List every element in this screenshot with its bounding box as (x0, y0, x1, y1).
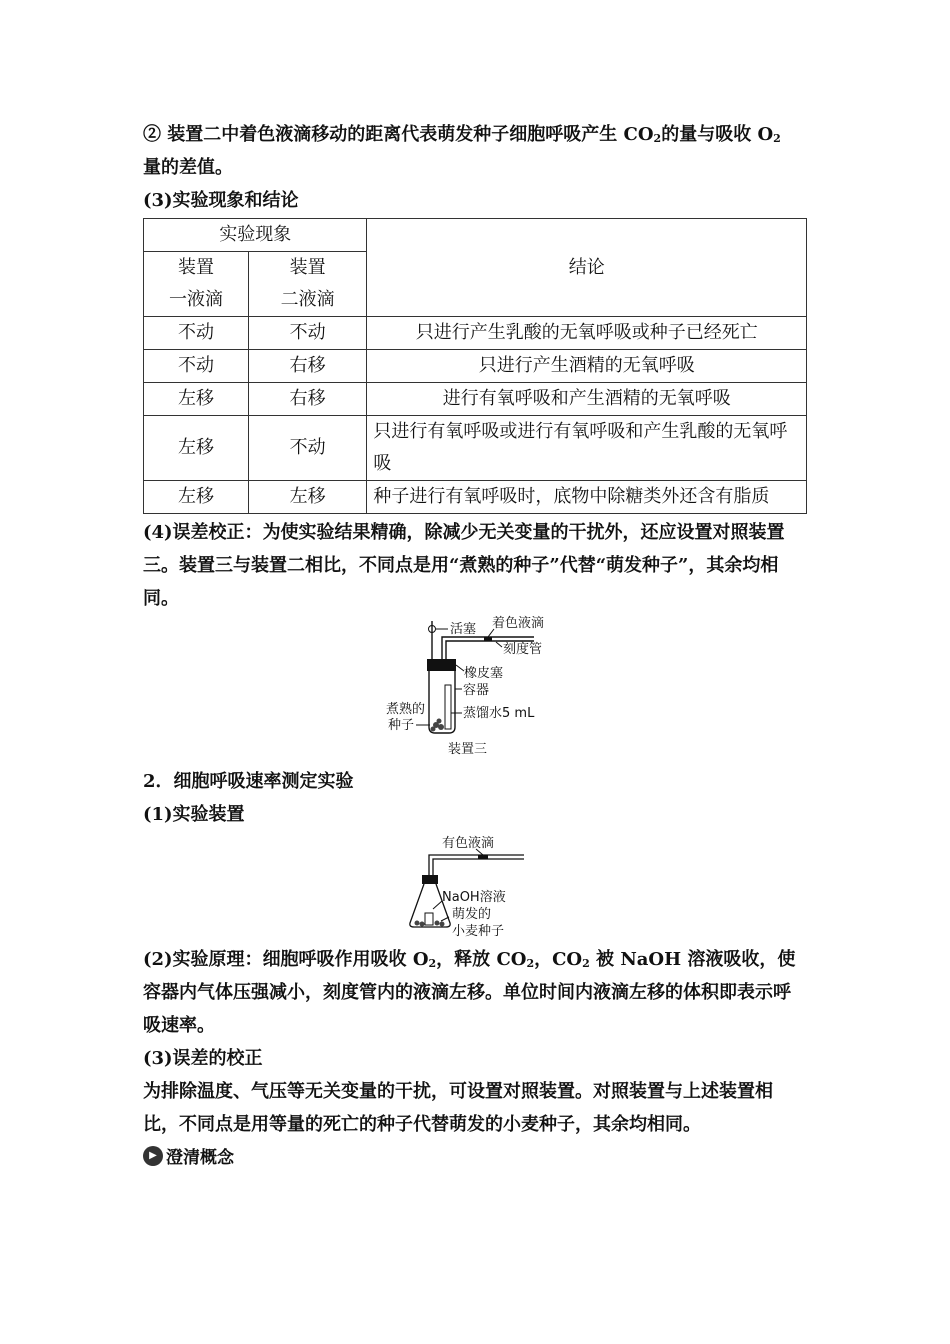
results-table (143, 218, 807, 514)
header-phenomenon: 实验现象 (144, 219, 367, 252)
label-drop: 着色液滴 (491, 616, 544, 631)
play-icon: ▶ (143, 1146, 163, 1166)
label-tube: 刻度管 (502, 642, 542, 657)
table-row: 不动 右移 只进行产生酒精的无氧呼吸 (144, 350, 807, 383)
table-row: 左移 左移 种子进行有氧呼吸时，底物中除糖类外还含有脂质 (144, 481, 807, 514)
header-device-one: 装置 一液滴 (144, 252, 249, 317)
device-three-figure (386, 615, 566, 763)
stopper (422, 875, 438, 884)
paragraph-error-correction: (4)误差校正：为使实验结果精确，除减少无关变量的干扰外，还应设置对照装置三。装置三与装置二相比，不同点是用“煮熟的种子”代替“萌发种子”，其余均相同。 (143, 522, 785, 609)
header-device-two: 装置 二液滴 (248, 252, 366, 317)
label-container: 容器 (462, 683, 489, 698)
subheading-apparatus: (1)实验装置 (143, 804, 245, 825)
paragraph-device-two: ② 装置二中着色液滴移动的距离代表萌发种子细胞呼吸产生 $CO_2$的量与吸收 $O_2$ 量的差值。 (143, 124, 781, 178)
figure-caption: 装置三 (447, 742, 487, 757)
label-seeds-1: 煮熟的 (385, 702, 425, 717)
clarify-concept-badge: ▶ 澄清概念 (143, 1143, 808, 1168)
table-row: 不动 不动 只进行产生乳酸的无氧呼吸或种子已经死亡 (144, 317, 807, 350)
table-row: 左移 不动 只进行有氧呼吸或进行有氧呼吸和产生乳酸的无氧呼吸 (144, 416, 807, 481)
respiration-figure (406, 831, 546, 943)
heading-results: (3)实验现象和结论 (143, 190, 299, 211)
label-water: 蒸馏水5 mL (462, 706, 534, 721)
label-naoh: NaOH溶液 (441, 890, 506, 905)
label-seeds-2: 小麦种子 (451, 924, 504, 939)
table-row: 左移 右移 进行有氧呼吸和产生酒精的无氧呼吸 (144, 383, 807, 416)
header-conclusion: 结论 (367, 219, 807, 317)
label-colored-drop: 有色液滴 (441, 836, 494, 851)
page-content (143, 118, 808, 1168)
paragraph-correction: 为排除温度、气压等无关变量的干扰，可设置对照装置。对照装置与上述装置相比，不同点是用等量的死亡的种子代替萌发的小麦种子，其余均相同。 (143, 1081, 773, 1135)
section-title: 2．细胞呼吸速率测定实验 (143, 771, 354, 792)
label-rubber: 橡皮塞 (463, 666, 503, 681)
colored-drop (478, 855, 488, 859)
label-seeds-1: 萌发的 (451, 907, 491, 922)
label-stopcock: 活塞 (449, 622, 476, 637)
label-seeds-2: 种子 (387, 718, 414, 733)
paragraph-principle: (2)实验原理：细胞呼吸作用吸收 $O_2$，释放 $CO_2$，$CO_2$ 被 NaOH 溶液吸收，使容器内气体压强减小，刻度管内的液滴左移。单位时间内液滴左移的体积即表示呼吸速率。 (143, 949, 796, 1036)
rubber-stopper (427, 659, 456, 671)
colored-drop (484, 637, 492, 641)
subheading-correction: (3)误差的校正 (143, 1048, 263, 1069)
